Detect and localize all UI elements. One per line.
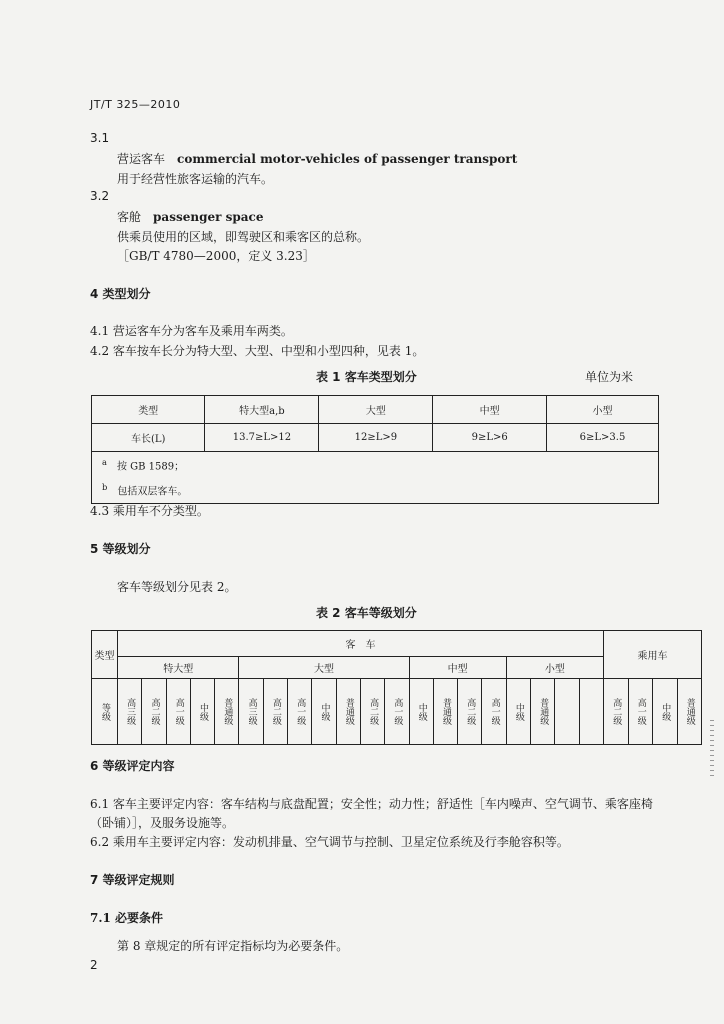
table2 <box>91 630 702 745</box>
table1-note-a-text: 按 GB 1589； <box>116 461 185 473</box>
table2-grade-cell <box>312 679 336 745</box>
table2-car-grade-cell <box>604 679 629 745</box>
table1-note-a <box>102 452 658 477</box>
table1-note-b-mark: b <box>102 482 108 493</box>
table1 <box>91 395 659 504</box>
term-3-2 <box>117 208 263 225</box>
table2-grade-cell <box>409 679 433 745</box>
table1-header-l: 大型 <box>319 396 433 424</box>
table1-caption: 表 1 客车类型划分 <box>316 370 417 384</box>
table2-caption: 表 2 客车等级划分 <box>316 606 417 620</box>
reference-3-2: ［GB/T 4780—2000，定义 3.23］ <box>117 249 315 263</box>
table2-grade-cell <box>433 679 457 745</box>
paragraph-4-2: 4.2 客车按车长分为特大型、大型、中型和小型四种，见表 1。 <box>90 344 425 358</box>
paragraph-7-1: 7.1 必要条件 <box>90 911 164 925</box>
table2-car-grade-cell <box>653 679 678 745</box>
table2-grade-cell <box>215 679 239 745</box>
term-3-1-en: commercial motor-vehicles of passenger transport <box>177 152 518 166</box>
table2-grade-cell <box>579 679 603 745</box>
table1-cell-m: 9≥L>6 <box>433 424 547 452</box>
paragraph-4-1: 4.1 营运客车分为客车及乘用车两类。 <box>90 324 293 338</box>
definition-3-2: 供乘员使用的区域，即驾驶区和乘客区的总称。 <box>117 230 370 244</box>
table1-cell-l: 12≥L>9 <box>319 424 433 452</box>
table2-grade-cell <box>118 679 142 745</box>
table1-note-b-text: 包括双层客车。 <box>117 486 188 498</box>
paragraph-6-1a: 6.1 客车主要评定内容：客车结构与底盘配置；安全性；动力性；舒适性［车内噪声、空气调节、乘客座椅 <box>90 797 653 811</box>
section-title-5: 5 等级划分 <box>90 542 151 556</box>
paragraph-4-3: 4.3 乘用车不分类型。 <box>90 504 209 518</box>
table2-grade-label-cell <box>92 679 118 745</box>
table1-header-xl: 特大型a,b <box>205 396 319 424</box>
table2-grade: 高一级 <box>295 698 306 725</box>
table2-grade: 中级 <box>319 702 330 721</box>
table2-grade-cell <box>385 679 409 745</box>
section-title-7: 7 等级评定规则 <box>90 873 175 887</box>
table1-unit: 单位为米 <box>585 370 634 384</box>
paragraph-5: 客车等级划分见表 2。 <box>117 580 237 594</box>
table2-grade-cell <box>360 679 384 745</box>
table2-bus-label: 客 车 <box>118 631 604 657</box>
table2-grade-cell <box>506 679 530 745</box>
table2-grade: 高一级 <box>489 698 500 725</box>
table2-grade-cell <box>166 679 190 745</box>
section-title-6: 6 等级评定内容 <box>90 759 175 773</box>
term-3-2-zh: 客舱 <box>117 210 142 224</box>
table2-grade-cell <box>458 679 482 745</box>
term-3-2-en: passenger space <box>153 210 264 224</box>
scan-edge-marks <box>710 720 714 780</box>
table2-car-grade: 高二级 <box>611 698 622 725</box>
term-3-1 <box>117 150 517 167</box>
table2-grade: 普通级 <box>343 698 354 725</box>
table2-grade: 高一级 <box>173 698 184 725</box>
paragraph-6-1b: （卧铺）］，及服务设施等。 <box>90 816 235 830</box>
table2-group-m: 中型 <box>409 657 506 679</box>
table1-note-a-mark: a <box>102 457 107 467</box>
table2-grade-cell <box>288 679 312 745</box>
table2-type-label: 类型 <box>92 631 118 679</box>
table1-cell-s: 6≥L>3.5 <box>547 424 659 452</box>
table2-grade: 高三级 <box>246 698 257 725</box>
section-title-4: 4 类型划分 <box>90 287 151 301</box>
table2-grade-cell <box>239 679 263 745</box>
table2-grade: 高三级 <box>125 698 136 725</box>
table2-grade: 普通级 <box>441 698 451 725</box>
table2-grade: 普通级 <box>538 698 549 725</box>
clause-number-3-1: 3.1 <box>90 131 110 145</box>
table2-grade: 高二级 <box>465 698 476 725</box>
table2-grade: 高二级 <box>368 698 379 725</box>
table2-grade-cell <box>190 679 214 745</box>
table2-grade-label: 等级 <box>100 702 110 721</box>
table2-grade-cell <box>531 679 555 745</box>
term-3-1-zh: 营运客车 <box>117 152 166 166</box>
table1-header-s: 小型 <box>547 396 659 424</box>
table2-car-grade-cell <box>677 679 702 745</box>
table2-grade: 高一级 <box>392 698 403 725</box>
table2-group-l: 大型 <box>239 657 409 679</box>
table2-car-grade-cell <box>628 679 653 745</box>
table2-group-s: 小型 <box>506 657 603 679</box>
table2-grade-cell <box>336 679 360 745</box>
clause-number-3-2: 3.2 <box>90 189 110 203</box>
table2-car-label: 乘用车 <box>604 631 702 679</box>
table2-grade: 中级 <box>198 702 209 721</box>
table2-grade-cell <box>555 679 579 745</box>
paragraph-6-2: 6.2 乘用车主要评定内容：发动机排量、空气调节与控制、卫星定位系统及行李舱容积等。 <box>90 835 569 849</box>
table1-cell-length-label: 车长(L) <box>92 424 205 452</box>
table1-notes <box>92 452 659 504</box>
table2-grade: 中级 <box>513 702 524 721</box>
table2-grade-cell <box>482 679 506 745</box>
paragraph-7-1-text: 第 8 章规定的所有评定指标均为必要条件。 <box>117 939 349 953</box>
document-header: JT/T 325—2010 <box>90 98 181 111</box>
table1-note-b <box>102 477 658 502</box>
table2-grade: 普通级 <box>222 698 233 725</box>
table1-cell-xl: 13.7≥L>12 <box>205 424 319 452</box>
table1-header-m: 中型 <box>433 396 547 424</box>
table1-header-type: 类型 <box>92 396 205 424</box>
table2-grade-cell <box>142 679 166 745</box>
table2-grade: 高二级 <box>149 698 160 725</box>
table2-grade-cell <box>263 679 287 745</box>
page-number: 2 <box>90 958 98 972</box>
table2-car-grade: 普通级 <box>684 698 695 725</box>
table2-car-grade: 中级 <box>660 702 671 721</box>
table2-grade: 高二级 <box>270 698 281 725</box>
table2-car-grade: 高一级 <box>635 698 646 725</box>
table2-group-xl: 特大型 <box>118 657 239 679</box>
definition-3-1: 用于经营性旅客运输的汽车。 <box>117 172 274 186</box>
table2-grade: 中级 <box>416 702 427 721</box>
